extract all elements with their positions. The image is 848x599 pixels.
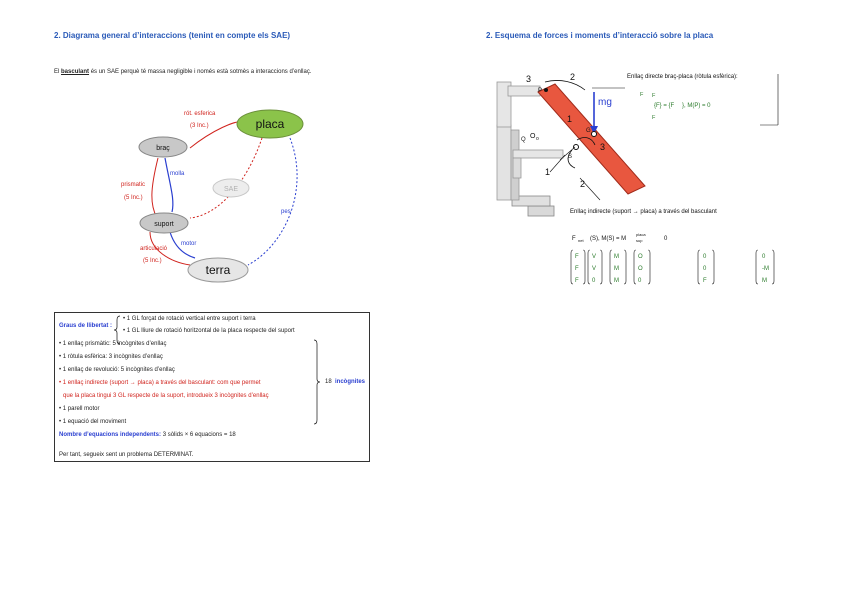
mat-d-2: 0 [638,278,642,284]
mat-f-1: -M [762,266,769,272]
mat-f-0: 0 [762,254,766,260]
ms-sub2: sup [636,238,643,243]
mat-f-2: M [762,278,767,284]
edge-molla [165,158,173,212]
item-3: • 1 enllaç de revolució: 5 incògnites d’enllaç [59,367,175,373]
label-S: S [568,154,573,160]
matrix [575,254,769,284]
conclusion: Per tant, segueix sent un problema DETERMINAT. [59,452,194,458]
label-articulacio-inc: (5 Inc.) [143,258,162,264]
enllac-directe-label: Enllaç directe braç-placa (ròtula esfèrica): [627,74,738,80]
ms-eq: (S), M(S) = M [590,236,627,242]
total-count: 18 [325,379,332,385]
label-G: G [586,128,591,134]
mat-d-0: O [638,254,643,260]
mat-b-0: V [592,254,597,260]
mat-e-1: 0 [703,266,707,272]
label-molla: molla [170,171,185,177]
mat-b-2: 0 [592,278,596,284]
label-Q: Q [521,137,526,143]
fnet-sub: net [578,238,584,243]
mat-e-2: F [703,278,707,284]
mechanism-sketch [497,74,778,216]
graus-line-2: • 1 GL lliure de rotació horitzontal de la placa respecte del suport [123,328,295,334]
item-5: que la placa tingui 3 GL respecte de la suport, introdueix 3 incògnites d’enllaç [63,393,269,399]
label-mg: mg [598,97,612,108]
label-prismatic: prismatic [121,182,146,188]
label-P: P [538,88,543,94]
label-prismatic-inc: (5 Inc.) [124,195,143,201]
item-2: • 1 ròtula esfèrica: 3 incògnites d’enllaç [59,354,163,360]
edge-suport-placa [190,138,262,218]
label-3-top: 3 [526,74,532,84]
enllac-indirecte-label: Enllaç indirecte (suport → placa) a través del basculant [570,209,717,215]
node-suport-label: suport [154,221,174,228]
left-heading: 2. Diagrama general d’interaccions (tenint en compte els SAE) [54,31,291,40]
plate-shape [538,84,645,194]
label-1-bottom: 1 [545,167,551,177]
fp-col: F [640,92,644,98]
eq-line [59,432,236,438]
fp-eq: {F} = {F [654,103,675,109]
mat-a-0: F [575,254,579,260]
intro-rest: és un SAE perquè té massa negligible i només està sotmès a interaccions d’enllaç. [89,69,312,75]
label-motor: motor [181,241,197,247]
ms-sub: placa [636,232,646,237]
mat-c-1: M [614,266,619,272]
mat-c-0: M [614,254,619,260]
label-rot-esferica: rót. esferica [184,111,216,117]
fy: F [652,93,656,99]
label-O: O [530,133,536,140]
label-articulacio: articulació [140,246,168,252]
node-brac-label: braç [156,145,170,152]
mat-e-0: 0 [703,254,707,260]
mat-c-2: M [614,278,619,284]
node-terra-label: terra [205,263,231,277]
edge-pes [248,138,297,265]
fnet: F [572,236,576,242]
mat-a-2: F [575,278,579,284]
matrix-brackets [571,250,774,284]
mat-a-1: F [575,266,579,272]
label-1-top: 1 [567,114,573,124]
eq-value: 3 sòlids × 6 equacions = 18 [162,432,236,438]
intro-prefix: El [54,69,62,75]
item-4: • 1 enllaç indirecte (suport → placa) a través del basculant: com que permet [59,380,261,386]
mp-eq: }, M(P) = 0 [682,103,711,109]
node-placa-label: placa [255,117,285,131]
right-heading: 2. Esquema de forces i moments d’interacció sobre la placa [486,31,714,40]
edge-brac-suport-prismatic [152,158,158,218]
mat-d-1: O [638,266,643,272]
label-rot-esferica-inc: (3 Inc.) [190,123,209,129]
mat-b-1: V [592,266,597,272]
eq-label: Nombre d’equacions independents: [59,432,162,438]
item-6: • 1 parell motor [59,406,100,412]
total-label: incògnites [335,379,366,385]
summary-box [54,312,370,462]
label-O-sub: o [536,136,539,142]
graus-label: Graus de llibertat : [59,323,113,329]
label-3-mid: 3 [600,142,606,152]
fz: F [652,115,656,121]
intro-word: basculant [61,69,90,75]
item-1: • 1 enllaç prismàtic: 5 incògnites d’enllaç [59,341,167,347]
node-sae-label: SAE [223,186,239,193]
label-2-top: 2 [570,72,576,82]
item-7: • 1 equació del moviment [59,419,127,425]
label-2-bottom: 2 [580,179,586,189]
graus-line-1: • 1 GL forçat de rotació vertical entre suport i terra [123,316,256,322]
label-pes: pes [281,209,291,215]
ms-zero: 0 [664,236,668,242]
